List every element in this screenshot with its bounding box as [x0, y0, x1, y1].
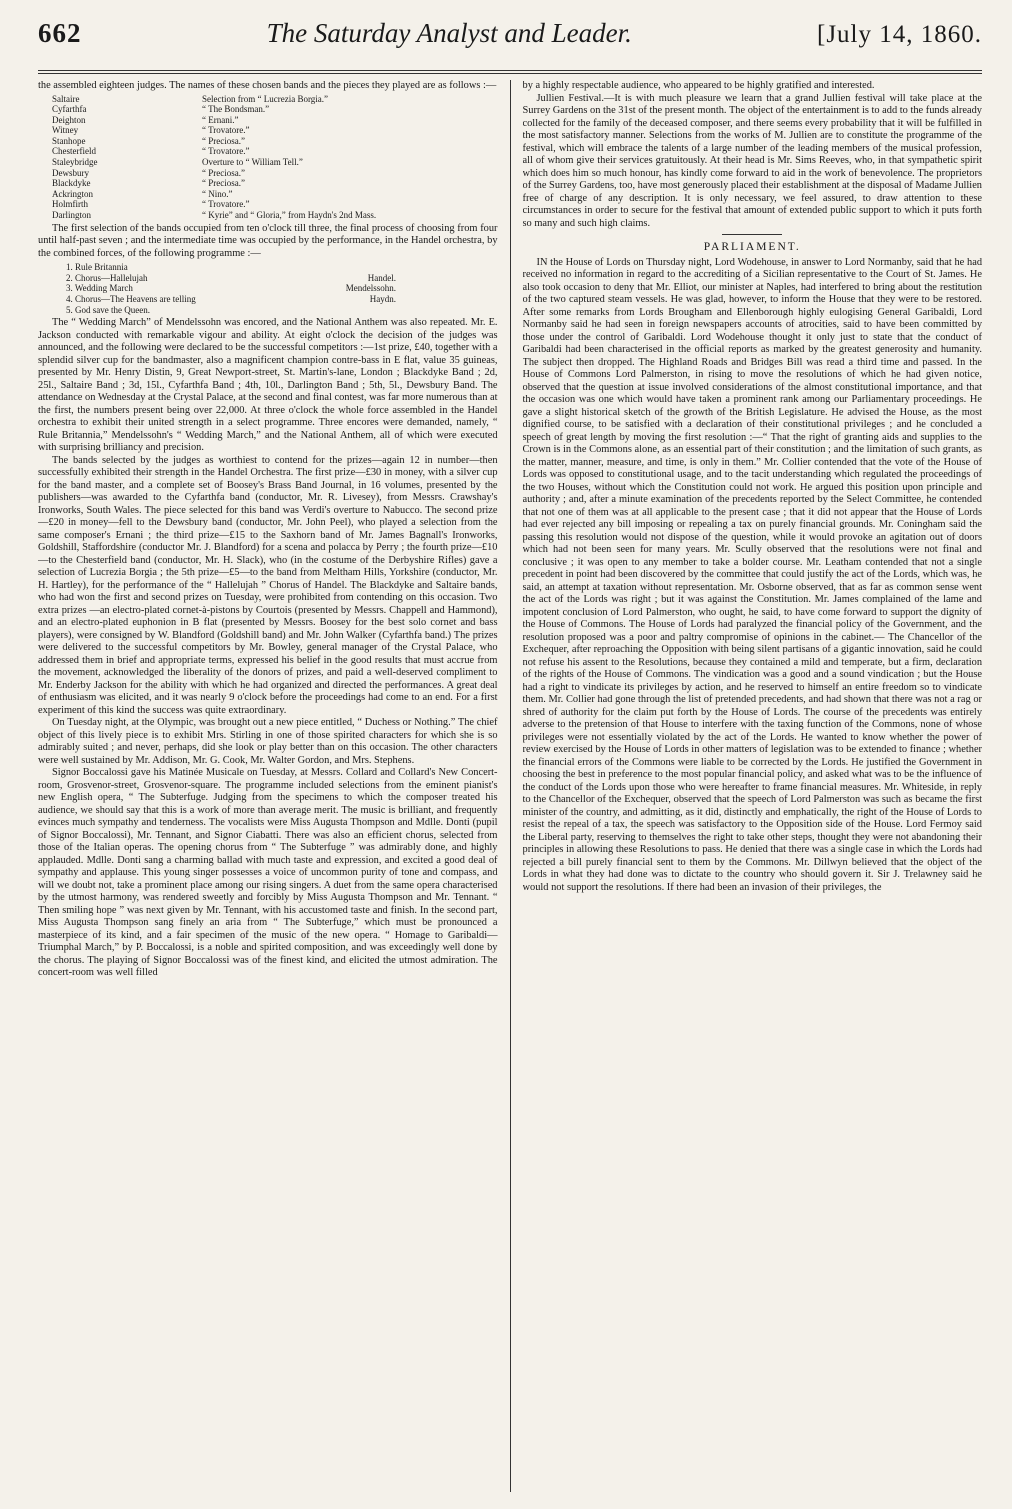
band-name: Darlington — [52, 210, 91, 221]
programme-item: 4. Chorus—The Heavens are telling — [66, 293, 196, 304]
programme-row — [66, 294, 396, 305]
band-row — [52, 210, 498, 221]
band-piece: “ Preciosa.” — [202, 178, 245, 189]
band-piece: “ Preciosa.” — [202, 135, 245, 146]
programme-composer: Mendelssohn. — [345, 283, 396, 294]
band-piece: “ Trovatore.” — [202, 125, 250, 136]
left-column — [38, 80, 498, 1492]
band-name: Holmfirth — [52, 199, 88, 210]
programme-list — [66, 262, 498, 315]
boccalossi-paragraph: Signor Boccalossi gave his Matinée Musicale on Tuesday, at Messrs. Collard and Collard's New Concert-room, Grosvenor-street, Grosvenor-square. The programme included selections from the eminent pianist's new English opera, “ The Subterfuge. Judging from the specimens to which the composer treated his audience, we should say that this is a work of more than average merit. The music is brilliant, and frequently evinces much sympathy and tenderness. The vocalists were Miss Augusta Thompson and Mdlle. Donti (pupil of Signor Boccalossi), Mr. Tennant, and Signor Ciabatti. There was also an efficient chorus, selected from those of the Italian operas. The opening chorus from “ The Subterfuge ” was admirably done, and highly applauded. Mdlle. Donti sang a charming ballad with much taste and expression, and excited a good deal of sympathy and applause. This young singer possesses a voice of uncommon purity of tone and compass, and will we doubt not, take a prominent place among our rising singers. A duet from the same opera characterised by the utmost harmony, was rendered sweetly and forcibly by Miss Augusta Thompson and Mr. Tennant. “ Then smiling hope ” was next given by Mr. Tennant, with his accustomed taste and finish. In the second part, Miss Augusta Thompson sang finely an aria from “ The Subterfuge,” which must be pronounced a masterpiece of its kind, and a fair specimen of the music of the new opera. “ Homage to Garibaldi—Triumphal March,” by P. Boccalossi, is a noble and spirited composition, and was exceedingly well done by the chorus. The playing of Signor Boccalossi was of the finest kind, and elicited the utmost admiration. The concert-room was well filled — [38, 767, 498, 979]
programme-composer: Haydn. — [369, 293, 396, 304]
programme-item: 2. Chorus—Hallelujah — [66, 272, 148, 283]
band-name: Blackdyke — [52, 178, 91, 189]
band-row — [52, 125, 498, 136]
band-list — [52, 94, 498, 221]
band-name: Stanhope — [52, 135, 86, 146]
programme-row — [66, 273, 396, 284]
band-piece: “ Kyrie” and “ Gloria,” from Haydn's 2nd Mass. — [202, 210, 377, 221]
band-row — [52, 199, 498, 210]
band-row — [52, 189, 498, 200]
column-divider — [510, 80, 511, 1492]
band-name: Chesterfield — [52, 146, 96, 157]
columns — [38, 80, 982, 1492]
issue-date: [July 14, 1860. — [817, 21, 982, 48]
band-piece: Overture to “ William Tell.” — [202, 157, 303, 168]
first-selection-paragraph: The first selection of the bands occupied from ten o'clock till three, the final process of choosing from four until half-past seven ; and the intermediate time was occupied by the performance, in the Handel orchestra, by the combined forces, of the following programme :— — [38, 222, 498, 259]
section-rule — [722, 234, 782, 235]
band-piece: Selection from “ Lucrezia Borgia.” — [202, 93, 329, 104]
jullien-festival-paragraph: Jullien Festival.—It is with much pleasure we learn that a grand Jullien festival will take place at the Surrey Gardens on the 31st of the present month. The object of the entertainment is to add to the funds already collected for the family of the deceased composer, and there seems every probability that it will be fulfilled in the most satisfactory manner. Selections from the works of M. Jullien are to constitute the programme of the festival, which will embrace the talents of a large number of the leading members of the musical profession, all of whom give their services gratuitously. At their head is Mr. Sims Reeves, who, in that sympathetic spirit which does him so much honour, has kindly come forward to aid in the work of benevolence. The proprietors of the Surrey Gardens, too, have most generously placed their establishment at the disposal of Madame Jullien free of charge of any description. It is only necessary, we feel assured, to draw attention to these circumstances in order to secure for the festival that amount of extended public support to which it puts forth so many and such high claims. — [522, 92, 983, 229]
band-row — [52, 146, 498, 157]
band-name: Cyfarthfa — [52, 104, 87, 115]
band-row — [52, 157, 498, 168]
band-row — [52, 178, 498, 189]
page-number: 662 — [38, 18, 82, 48]
band-row — [52, 94, 498, 105]
band-piece: “ The Bondsman.” — [202, 104, 270, 115]
band-name: Dewsbury — [52, 167, 89, 178]
band-piece: “ Trovatore.” — [202, 146, 250, 157]
band-piece: “ Preciosa.” — [202, 167, 245, 178]
programme-row — [66, 305, 396, 316]
band-piece: “ Trovatore.” — [202, 199, 250, 210]
olympic-paragraph: On Tuesday night, at the Olympic, was brought out a new piece entitled, “ Duchess or Nothing.” The chief object of this lively piece is to exhibit Mrs. Stirling in one of those spirited characters for which she is so admirably suited ; and never, perhaps, did she look or play better than on this occasion. The other characters were well sustained by Mr. Addison, Mr. G. Cook, Mr. Walter Gordon, and Mrs. Stephens. — [38, 717, 498, 766]
band-row — [52, 136, 498, 147]
programme-composer: Handel. — [367, 272, 396, 283]
programme-item: 5. God save the Queen. — [66, 304, 150, 315]
programme-item: 1. Rule Britannia — [66, 262, 128, 273]
intro-paragraph: the assembled eighteen judges. The names of these chosen bands and the pieces they played are as follows :— — [38, 80, 497, 91]
continuation-paragraph: by a highly respectable audience, who appeared to be highly gratified and interested. — [522, 80, 875, 91]
band-name: Deighton — [52, 114, 86, 125]
band-name: Witney — [52, 125, 79, 136]
page-header — [38, 18, 982, 70]
band-name: Staleybridge — [52, 157, 98, 168]
header-rule — [38, 70, 982, 74]
band-name: Ackrington — [52, 188, 93, 199]
band-row — [52, 168, 498, 179]
parliament-paragraph: IN the House of Lords on Thursday night, Lord Wodehouse, in answer to Lord Normanby, said that he had received no information in regard to the accrediting of a Sicilian representative to the Court of St. James. He also took occasion to deny that Mr. Elliot, our minister at Naples, had interfered to bring about the restitution of the two captured steam vessels. He was glad, however, to inform the House that they were to be restored. After some remarks from Lords Brougham and Ellenborough highly eulogising General Garibaldi, Lord Normanby said he had seen in foreign newspapers accounts of atrocities, said to have been committed by those under the control of Garibaldi. Lord Wodehouse thought it only just to state that the conduct of Garibaldi had been characterised in the official reports as marked by the greatest generosity and humanity. The subject then dropped. The Highland Roads and Bridges Bill was read a third time and passed. In the House of Commons Lord Palmerston, in rising to move the resolutions of which he had given notice, observed that the question at issue involved considerations of the almost constitutional importance, and that the occasion was one which would have taken a prominent rank among our Parliamentary proceedings. He gave a slight historical sketch of the growth of the British Legislature. He advised the House, as the most dignified course, to be satisfied with a declaration of their constitutional privileges ; and he concluded a speech of great length by moving the first resolution :—“ That the right of granting aids and supplies to the Crown is in the Commons alone, as an essential part of their constitution ; and the limitation of such grants, as the matter, manner, measure, and time, is only in them.” Mr. Collier contended that the vote of the House of Lords was opposed to constitutional usage, and to the tacit understanding which regulated the proceedings of the two Houses, without which the Constitution could not work. He argued this position upon principle and authority ; and, after a minute examination of the precedents reported by the Select Committee, he contended that not one of them was at all applicable to the present case ; that it did not appear that the House of Lords had ever rejected any bill imposing or repealing a tax on purely financial grounds. Mr. Coningham said the passing this resolution would not dispose of the question, while it would provoke an agitation out of doors which had not been seen for many years. Mr. Scully observed that the resolutions were not final and conclusive ; it was open to any member to take a bolder course. Mr. Leatham contended that not a single precedent in point had been discovered by the committee that could justify the act of the Lords, which was, he said, an attempt at taxation without representation. Mr. Osborne observed, that as far as common sense went the act of the Lords was right ; but it was against the Constitution. Mr. James complained of the lame and impotent conclusion of Lord Palmerston, who ought, he said, to have come forward to support the dignity of the House of Commons. The House of Lords had paralyzed the financial policy of the Government, and the resolution proposed was a poor and paltry compromise of opinions in the cabinet.— The Chancellor of the Exchequer, after reproaching the Opposition with being silent partisans of a gigantic innovation, said he could not refuse his assent to the Resolutions, because they contained a mild and temperate, but a firm, declaration of the rights of the House of Commons. The vindication was a good and a sound vindication ; but the House had a right to vindicate its privileges by action, and he reserved to himself an entire freedom so to vindicate them. Mr. Collier had gone through the list of pretended precedents, and had shown that there was not a rag or shred of authority for the claim put forth by the House of Lords. The course of the precedents was entirely adverse to the pretension of that House to interfere with the taxing function of the Commons, none of whose privileges were not essentially violated by the act of the Lords. He wanted to know whether the power of review exercised by the House of Lords in other matters of legislation was to be extended to finance ; whether the financial errors of the Commons were liable to be corrected by the Lords. He justified the Government in choosing the best in preference to the most popular financial policy, and asked what was to be the influence of the conduct of the Lords upon those who were hereafter to frame financial measures. Mr. Whiteside, in reply to the Chancellor of the Exchequer, observed that the speech of Lord Palmerston was such as became the first minister of the country, and admitting, as it did, distinctly and emphatically, the right of the House of Lords to resist the repeal of a tax, the speech was satisfactory to the Opposition side of the House. Lord Fermoy said the Liberal party, reserving to themselves the right to take other steps, thought they were not abandoning their principles in allowing these Resolutions to pass. He denied that there was a single case in which the Lords had rejected a bill purely financial sent to them by the Commons. Mr. Dillwyn believed that the object of the Lords in what they had done was to dictate to the country who should govern it. Sir J. Trelawney said he would not support the resolutions. If there had been an invasion of their privileges, the — [522, 256, 983, 893]
band-piece: “ Ernani.” — [202, 114, 239, 125]
wedding-march-paragraph: The “ Wedding March” of Mendelssohn was encored, and the National Anthem was also repeated. Mr. E. Jackson conducted with remarkable vigour and ability. At eight o'clock the decision of the judges was announced, and the following were declared to be the successful competitors :—1st prize, £40, together with a splendid silver cup for the bandmaster, also a magnificent champion contre-bass in E flat, value 35 guineas, presented by Mr. Henry Distin, 9, Great Newport-street, St. Martin's-lane, London ; Blackdyke Band ; 2d, 25l., Saltaire Band ; 3d, 15l., Cyfarthfa Band ; 4th, 10l., Darlington Band ; 5th, 5l., Dewsbury Band. The attendance on Wednesday at the Crystal Palace, at the second and final contest, was far more numerous than at the first, the numbers present being over 22,000. At three o'clock the whole force assembled in the Handel orchestra to exhibit their united strength in a select programme. Three encores were demanded, namely, “ Rule Britannia,” Mendelssohn's “ Wedding March,” and the National Anthem, all of which were executed with surprising brilliancy and precision. — [38, 317, 498, 454]
band-name: Saltaire — [52, 93, 80, 104]
band-row — [52, 115, 498, 126]
programme-row — [66, 262, 396, 273]
band-piece: “ Nino.” — [202, 188, 233, 199]
right-column — [523, 80, 983, 1492]
bands-selected-paragraph: The bands selected by the judges as worthiest to contend for the prizes—again 12 in number—then successfully exhibited their strength in the Handel Orchestra. The first prize—£30 in money, with a silver cup for the band master, and a complete set of Boosey's Brass Band Journal, in 16 volumes, presented by the publishers—was awarded to the Cyfarthfa band (conductor, Mr. R. Livesey), from Messrs. Crawshay's Ironworks, South Wales. The piece selected for this band was Verdi's overture to Nabucco. The second prize—£20 in money—fell to the Dewsbury band (conductor, Mr. John Peel), who played a selection from the same composer's Ernani ; the third prize—£15 to the Saxhorn band of Mr. James Bagnall's Ironworks, Goldshill, Staffordshire (conductor Mr. J. Blandford) for a scena and polacca by Perry ; the fourth prize—£10—to the Chesterfield band (conductor, Mr. H. Slack), who (in the costume of the Derbyshire Rifles) gave a selection of Lucrezia Borgia ; the 5th prize—£5—to the band from Meltham Hills, Yorkshire (conductor, Mr. H. Hartley), for the performance of the “ Hallelujah ” Chorus of Handel. The Blackdyke and Saltaire bands, who had won the first and second prizes on Tuesday, were prohibited from contending on this occasion. Two extra prizes —an electro-plated cornet-à-pistons by Courtois (presented by Messrs. Chappell and Hammond), and an electro-plated euphonion in B flat (presented by Messrs. Boosey for the best solo cornet and bass players), were consigned by W. Blandford (Goldshill band) and Mr. John Walker (Cyfarthfa band.) The prizes were delivered to the successful competitors by Mr. Bowley, general manager of the Crystal Palace, who addressed them in brief and appropriate terms, expressed his belief in the good results that must accrue from the movement, acknowledged the liberality of the donors of prizes, and paid a well-deserved compliment to Mr. Enderby Jackson for the ability with which he had organized and directed the performances. A great deal of enthusiasm was elicited, and it was nearly 9 o'clock before the proceedings had come to an end. For a first experiment of this kind the success was quite extraordinary. — [38, 454, 498, 716]
programme-row — [66, 283, 396, 294]
publication-title: The Saturday Analyst and Leader. — [266, 18, 632, 48]
programme-item: 3. Wedding March — [66, 283, 133, 294]
parliament-heading: PARLIAMENT. — [703, 241, 801, 253]
band-row — [52, 104, 498, 115]
